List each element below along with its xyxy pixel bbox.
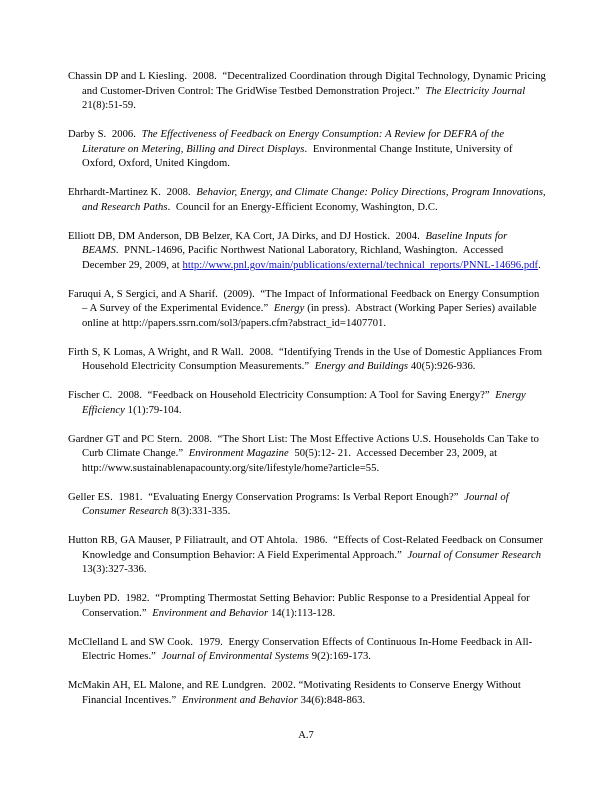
reference-entry: Darby S. 2006. The Effectiveness of Feedback on Energy Consumption: A Review for DEFRA of the Literature on Metering, Billing and Direct Displays. Environmental Change Institute, University of Oxford, Oxford, United Kingdom. bbox=[68, 129, 513, 170]
reference-entry: Geller ES. 1981. “Evaluating Energy Conservation Programs: Is Verbal Report Enough?” Journal of Consumer Research 8(3):331-335. bbox=[68, 491, 509, 518]
reference-entry: Chassin DP and L Kiesling. 2008. “Decentralized Coordination through Digital Technology, Dynamic Pricing and Customer-Driven Control: The GridWise Testbed Demonstration Project.” The Electricity Journal 21(8):51-59. bbox=[68, 71, 546, 112]
reference-entry: Hutton RB, GA Mauser, P Filiatrault, and OT Ahtola. 1986. “Effects of Cost-Related Feedback on Consumer Knowledge and Consumption Behavior: A Field Experimental Approach.” Journal of Consumer Research 13(3):327-336. bbox=[68, 535, 543, 576]
reference-entry: Luyben PD. 1982. “Prompting Thermostat Setting Behavior: Public Response to a Presidential Appeal for Conservation.” Environment and Behavior 14(1):113-128. bbox=[68, 593, 530, 619]
reference-entry: Ehrhardt-Martinez K. 2008. Behavior, Energy, and Climate Change: Policy Directions, Program Innovations, and Research Paths. Council for an Energy-Efficient Economy, Washington, D.C. bbox=[68, 187, 546, 213]
reference-entry: Gardner GT and PC Stern. 2008. “The Short List: The Most Effective Actions U.S. Households Can Take to Curb Climate Change.” Environment Magazine 50(5):12- 21. Accessed December 23, 2009, at http://www.sustainablenapacounty.org/site/lifestyle/home?article=55. bbox=[68, 433, 539, 474]
reference-entry: Faruqui A, S Sergici, and A Sharif. (2009). “The Impact of Informational Feedback on Energy Consumption – A Survey of the Experimental Evidence.” Energy (in press). Abstract (Working Paper Series) available online at http://papers.ssrn.com/sol3/papers.cfm?abstract_id=1407701. bbox=[68, 288, 540, 329]
reference-entry: McClelland L and SW Cook. 1979. Energy Conservation Effects of Continuous In-Home Feedback in All-Electric Homes.” Journal of Environmental Systems 9(2):169-173. bbox=[68, 636, 533, 663]
reference-entry: McMakin AH, EL Malone, and RE Lundgren. 2002. “Motivating Residents to Conserve Energy Without Financial Incentives.” Environment and Behavior 34(6):848-863. bbox=[68, 680, 521, 706]
reference-entry: Fischer C. 2008. “Feedback on Household Electricity Consumption: A Tool for Saving Energy?” Energy Efficiency 1(1):79-104. bbox=[68, 390, 526, 416]
reference-hyperlink[interactable]: http://www.pnl.gov/main/publications/external/technical_reports/PNNL-14696.pdf bbox=[182, 259, 539, 271]
reference-entry: Elliott DB, DM Anderson, DB Belzer, KA Cort, JA Dirks, and DJ Hostick. 2004. Baseline Inputs for BEAMS. PNNL-14696, Pacific Northwest National Laboratory, Richland, Washington. Accessed December 29, 2009, at http://www.pnl.gov/main/publications/external/technical_reports/PNNL-14696.pdf. bbox=[68, 230, 541, 271]
page-number-footer: A.7 bbox=[298, 730, 314, 741]
reference-entry: Firth S, K Lomas, A Wright, and R Wall. 2008. “Identifying Trends in the Use of Domestic Appliances From Household Electricity Consumption Measurements.” Energy and Buildings 40(5):926-936. bbox=[68, 346, 543, 373]
reference-list bbox=[68, 70, 546, 723]
